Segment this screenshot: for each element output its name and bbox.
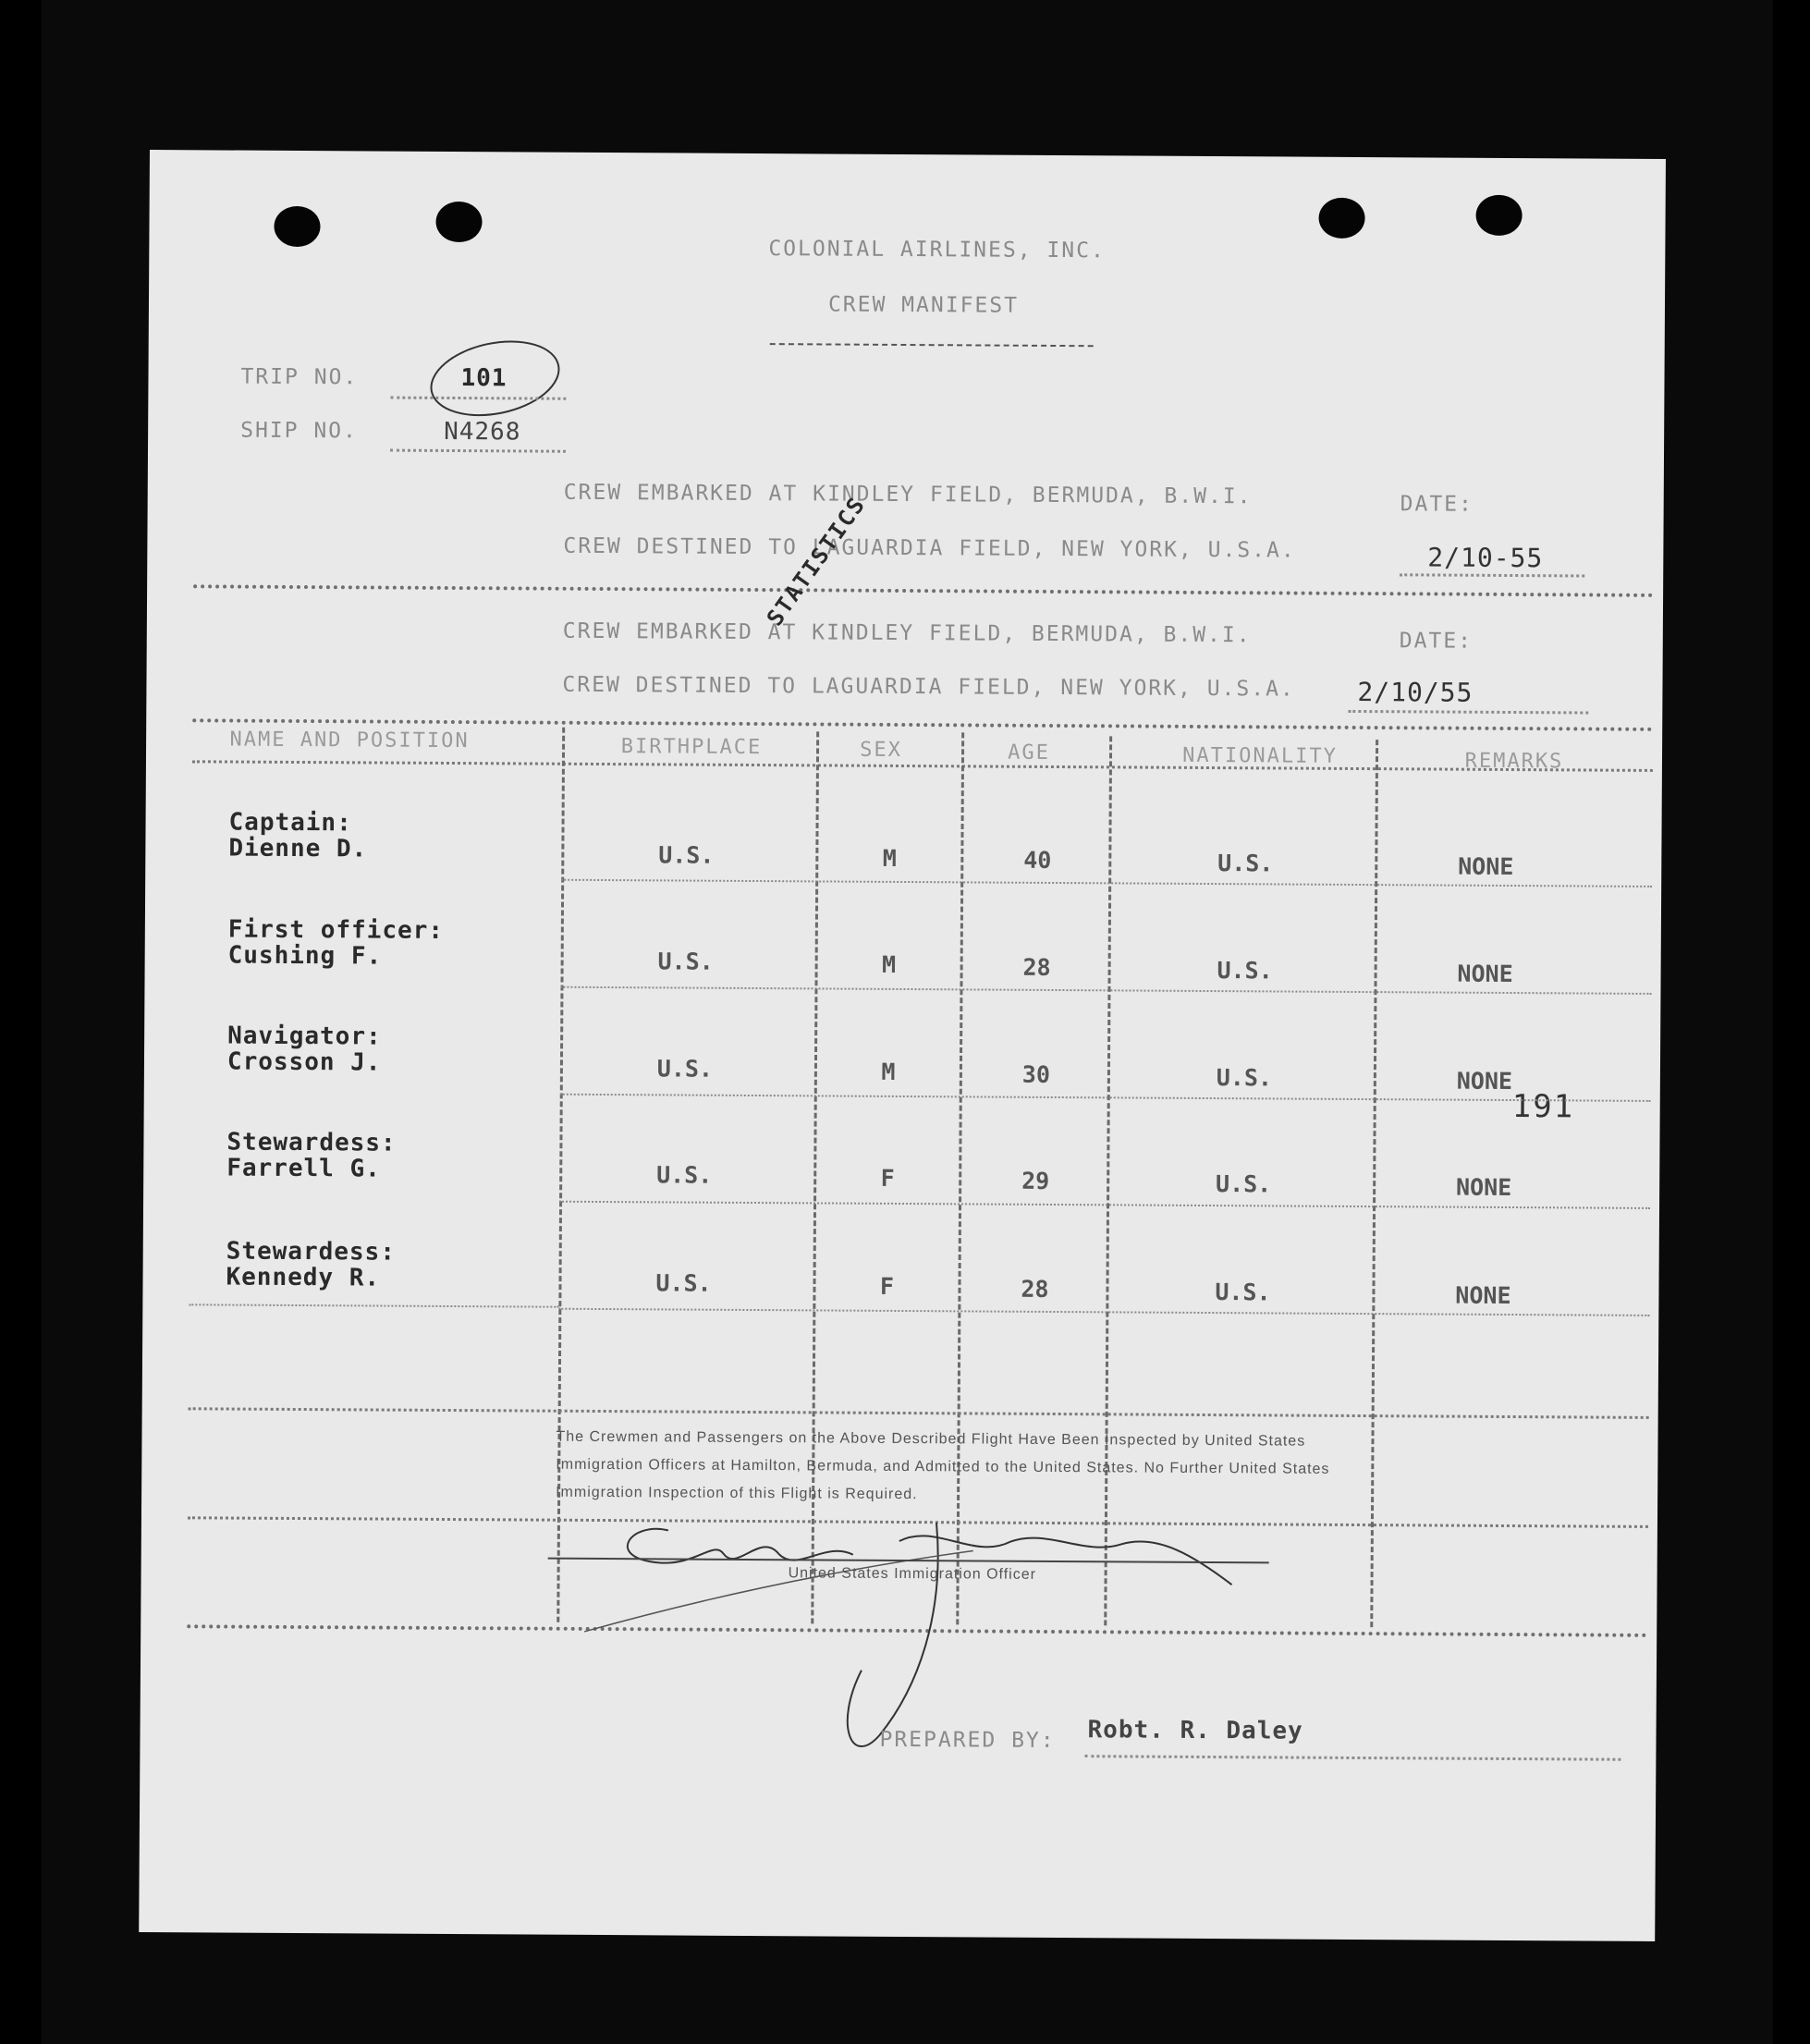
date-value-2: 2/10/55 <box>1357 676 1474 708</box>
crew-nationality: U.S. <box>1215 1170 1272 1198</box>
certification-text: The Crewmen and Passengers on the Above Described Flight Have Been Inspected by United States Immigration Officers at Hamilton, Bermuda, and Admitted to the United States. No Further United States Immigration Inspection of this Flight is Required. <box>556 1428 1330 1503</box>
crew-remarks: NONE <box>1455 1173 1512 1202</box>
crew-age: 28 <box>1022 953 1051 981</box>
row-rule <box>559 1201 1650 1209</box>
date-underline-1 <box>1400 573 1584 577</box>
date-underline-2 <box>1348 710 1588 715</box>
col-header-birthplace: BIRTHPLACE <box>620 735 763 760</box>
trip-underline <box>390 397 566 400</box>
crew-name: Crosson J. <box>226 1047 382 1077</box>
ship-underline <box>390 449 566 453</box>
col-header-nationality: NATIONALITY <box>1182 743 1338 768</box>
embarked-text-2: CREW EMBARKED AT KINDLEY FIELD, BERMUDA, B.W.I. <box>562 618 1252 648</box>
crew-name: Farrell G. <box>226 1154 381 1183</box>
date-label-1: DATE: <box>1400 492 1474 517</box>
crew-nationality: U.S. <box>1217 957 1273 985</box>
crew-sex: M <box>882 950 897 978</box>
embarked-text-1: CREW EMBARKED AT KINDLEY FIELD, BERMUDA, B.W.I. <box>563 480 1253 509</box>
margin-number: 191 <box>1511 1088 1575 1126</box>
crew-nationality: U.S. <box>1216 1064 1273 1092</box>
officer-label: United States Immigration Officer <box>788 1565 1037 1583</box>
ship-value: N4268 <box>444 417 521 447</box>
company-name: COLONIAL AIRLINES, INC. <box>768 237 1106 263</box>
title-underline <box>770 343 1094 347</box>
destined-text-2: CREW DESTINED TO LAGUARDIA FIELD, NEW YORK, U.S.A. <box>562 672 1295 702</box>
crew-birthplace: U.S. <box>658 841 715 869</box>
crew-birthplace: U.S. <box>656 1055 714 1083</box>
crew-sex: M <box>881 1058 896 1085</box>
crew-name: Kennedy R. <box>226 1263 381 1292</box>
punch-hole-icon <box>274 206 320 247</box>
prepared-by-label: PREPARED BY: <box>879 1727 1056 1754</box>
crew-name: Cushing F. <box>227 941 383 971</box>
col-header-remarks: REMARKS <box>1464 749 1564 774</box>
crew-birthplace: U.S. <box>655 1269 712 1297</box>
form-title: CREW MANIFEST <box>827 292 1020 318</box>
crew-age: 28 <box>1021 1275 1049 1303</box>
prepared-by-value: Robt. R. Daley <box>1087 1716 1303 1745</box>
punch-hole-icon <box>1318 198 1364 239</box>
film-border-left <box>0 0 42 2044</box>
column-divider <box>1370 740 1378 1627</box>
film-border-right <box>1773 0 1810 2044</box>
punch-hole-icon <box>1475 195 1522 236</box>
crew-position: First officer: <box>227 915 445 945</box>
crew-sex: F <box>880 1164 895 1192</box>
col-header-name: NAME AND POSITION <box>229 728 470 753</box>
row-rule <box>558 1308 1649 1316</box>
crew-remarks: NONE <box>1455 1281 1511 1310</box>
col-header-sex: SEX <box>860 738 902 762</box>
row-rule <box>189 1304 558 1307</box>
crew-birthplace: U.S. <box>657 948 714 975</box>
date-label-2: DATE: <box>1399 629 1474 654</box>
crew-nationality: U.S. <box>1217 850 1274 877</box>
crew-remarks: NONE <box>1457 960 1513 988</box>
ship-label: SHIP NO. <box>240 418 359 444</box>
crew-remarks: NONE <box>1456 1067 1513 1095</box>
manifest-page <box>139 150 1666 1941</box>
crew-age: 29 <box>1021 1167 1050 1194</box>
col-header-age: AGE <box>1008 740 1050 765</box>
row-rule <box>560 986 1651 995</box>
crew-position: Captain: <box>228 808 352 838</box>
destined-text-1: CREW DESTINED TO LAGUARDIA FIELD, NEW YORK, U.S.A. <box>563 533 1296 563</box>
date-value-1: 2/10-55 <box>1427 542 1544 574</box>
crew-sex: M <box>882 844 897 872</box>
row-rule <box>561 879 1652 887</box>
trip-label: TRIP NO. <box>240 364 359 390</box>
crew-position: Stewardess: <box>226 1128 397 1157</box>
crew-position: Stewardess: <box>226 1237 396 1267</box>
statistics-stamp: STATISTICS <box>761 491 871 631</box>
section-divider <box>193 584 1654 597</box>
punch-hole-icon <box>435 202 482 242</box>
crew-remarks: NONE <box>1458 852 1514 881</box>
table-rule <box>189 1407 1649 1419</box>
crew-sex: F <box>879 1272 895 1300</box>
row-rule <box>560 1094 1651 1102</box>
crew-age: 30 <box>1021 1060 1051 1088</box>
crew-position: Navigator: <box>227 1022 382 1051</box>
crew-birthplace: U.S. <box>656 1161 713 1189</box>
crew-name: Dienne D. <box>228 834 368 863</box>
crew-nationality: U.S. <box>1215 1279 1271 1306</box>
trip-value: 101 <box>460 364 508 393</box>
crew-age: 40 <box>1023 846 1052 874</box>
